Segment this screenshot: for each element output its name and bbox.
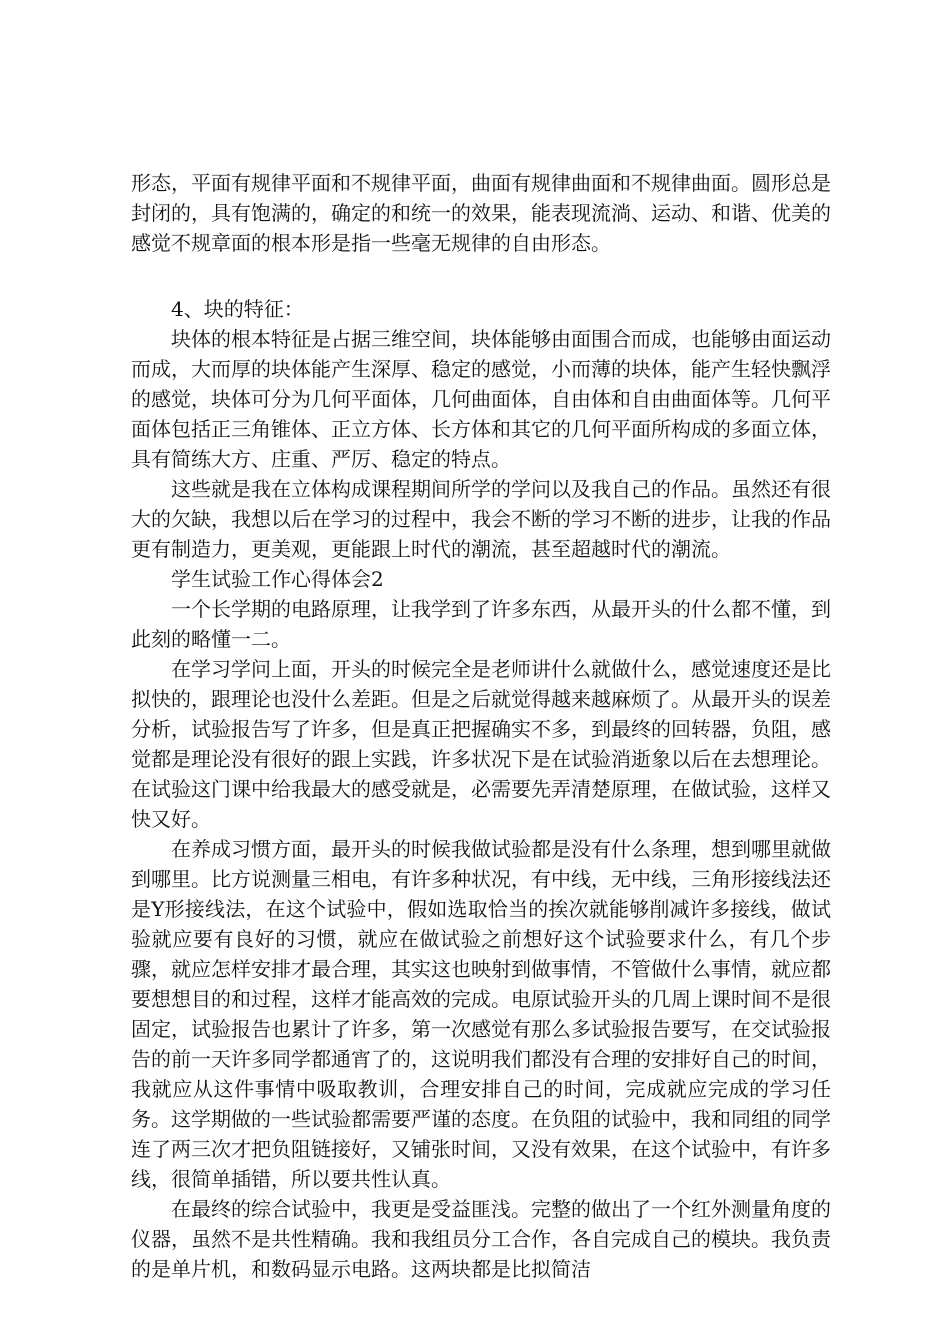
paragraph-shapes: 形态，平面有规律平面和不规律平面，曲面有规律曲面和不规律曲面。圆形总是封闭的，具有饱满的，确定的和统一的效果，能表现流淌、运动、和谐、优美的感觉不规章面的根本形是指一些毫无规律的自由形态。	[131, 171, 831, 255]
paragraph-gap	[131, 258, 831, 294]
paragraph-learning-knowledge: 在学习学问上面，开头的时候完全是老师讲什么就做什么，感觉速度还是比拟快的，跟理论也没什么差距。但是之后就觉得越来越麻烦了。从最开头的误差分析，试验报告写了许多，但是真正把握确实不多，到最终的回转器，负阻，感觉都是理论没有很好的跟上实践，许多状况下是在试验消逝象以后在去想理论。在试验这门课中给我最大的感受就是，必需要先弄清楚原理，在做试验，这样又快又好。	[131, 657, 831, 831]
paragraph-final-experiment: 在最终的综合试验中，我更是受益匪浅。完整的做出了一个红外测量角度的仪器，虽然不是共性精确。我和我组员分工合作，各自完成自己的模块。我负责的是单片机，和数码显示电路。这两块都是比拟简洁	[131, 1197, 831, 1281]
paragraph-habits: 在养成习惯方面，最开头的时候我做试验都是没有什么条理，想到哪里就做到哪里。比方说测量三相电，有许多种状况，有中线，无中线，三角形接线法还是Y形接线法，在这个试验中，假如选取恰当的挨次就能够削减许多接线，做试验就应要有良好的习惯，就应在做试验之前想好这个试验要求什么，有几个步骤，就应怎样安排才最合理，其实这也映射到做事情，不管做什么事情，就应都要想想目的和过程，这样才能高效的完成。电原试验开头的几周上课时间不是很固定，试验报告也累计了许多，第一次感觉有那么多试验报告要写，在交试验报告的前一天许多同学都通宵了的，这说明我们都没有合理的安排好自己的时间，我就应从这件事情中吸取教训，合理安排自己的时间，完成就应完成的学习任务。这学期做的一些试验都需要严谨的态度。在负阻的试验中，我和同组的同学连了两三次才把负阻链接好，又铺张时间，又没有效果，在这个试验中，有许多线，很简单插错，所以要共性认真。	[131, 837, 831, 1191]
document-page	[131, 168, 831, 1284]
paragraph-block-features: 块体的根本特征是占据三维空间，块体能够由面围合而成，也能够由面运动而成，大而厚的块体能产生深厚、稳定的感觉，小而薄的块体，能产生轻快飘浮的感觉，块体可分为几何平面体，几何曲面体，自由体和自由曲面体等。几何平面体包括正三角锥体、正立方体、长方体和其它的几何平面所构成的多面立体，具有简练大方、庄重、严厉、稳定的特点。	[131, 327, 831, 471]
section-heading-block-features: 4、块的特征：	[171, 297, 304, 321]
section-heading-experiment-reflection: 学生试验工作心得体会2	[171, 567, 384, 591]
paragraph-circuit-intro: 一个长学期的电路原理，让我学到了许多东西，从最开头的什么都不懂，到此刻的略懂一二。	[131, 597, 831, 651]
paragraph-course-summary: 这些就是我在立体构成课程期间所学的学问以及我自己的作品。虽然还有很大的欠缺，我想以后在学习的过程中，我会不断的学习不断的进步，让我的作品更有制造力，更美观，更能跟上时代的潮流，甚至超越时代的潮流。	[131, 477, 831, 561]
